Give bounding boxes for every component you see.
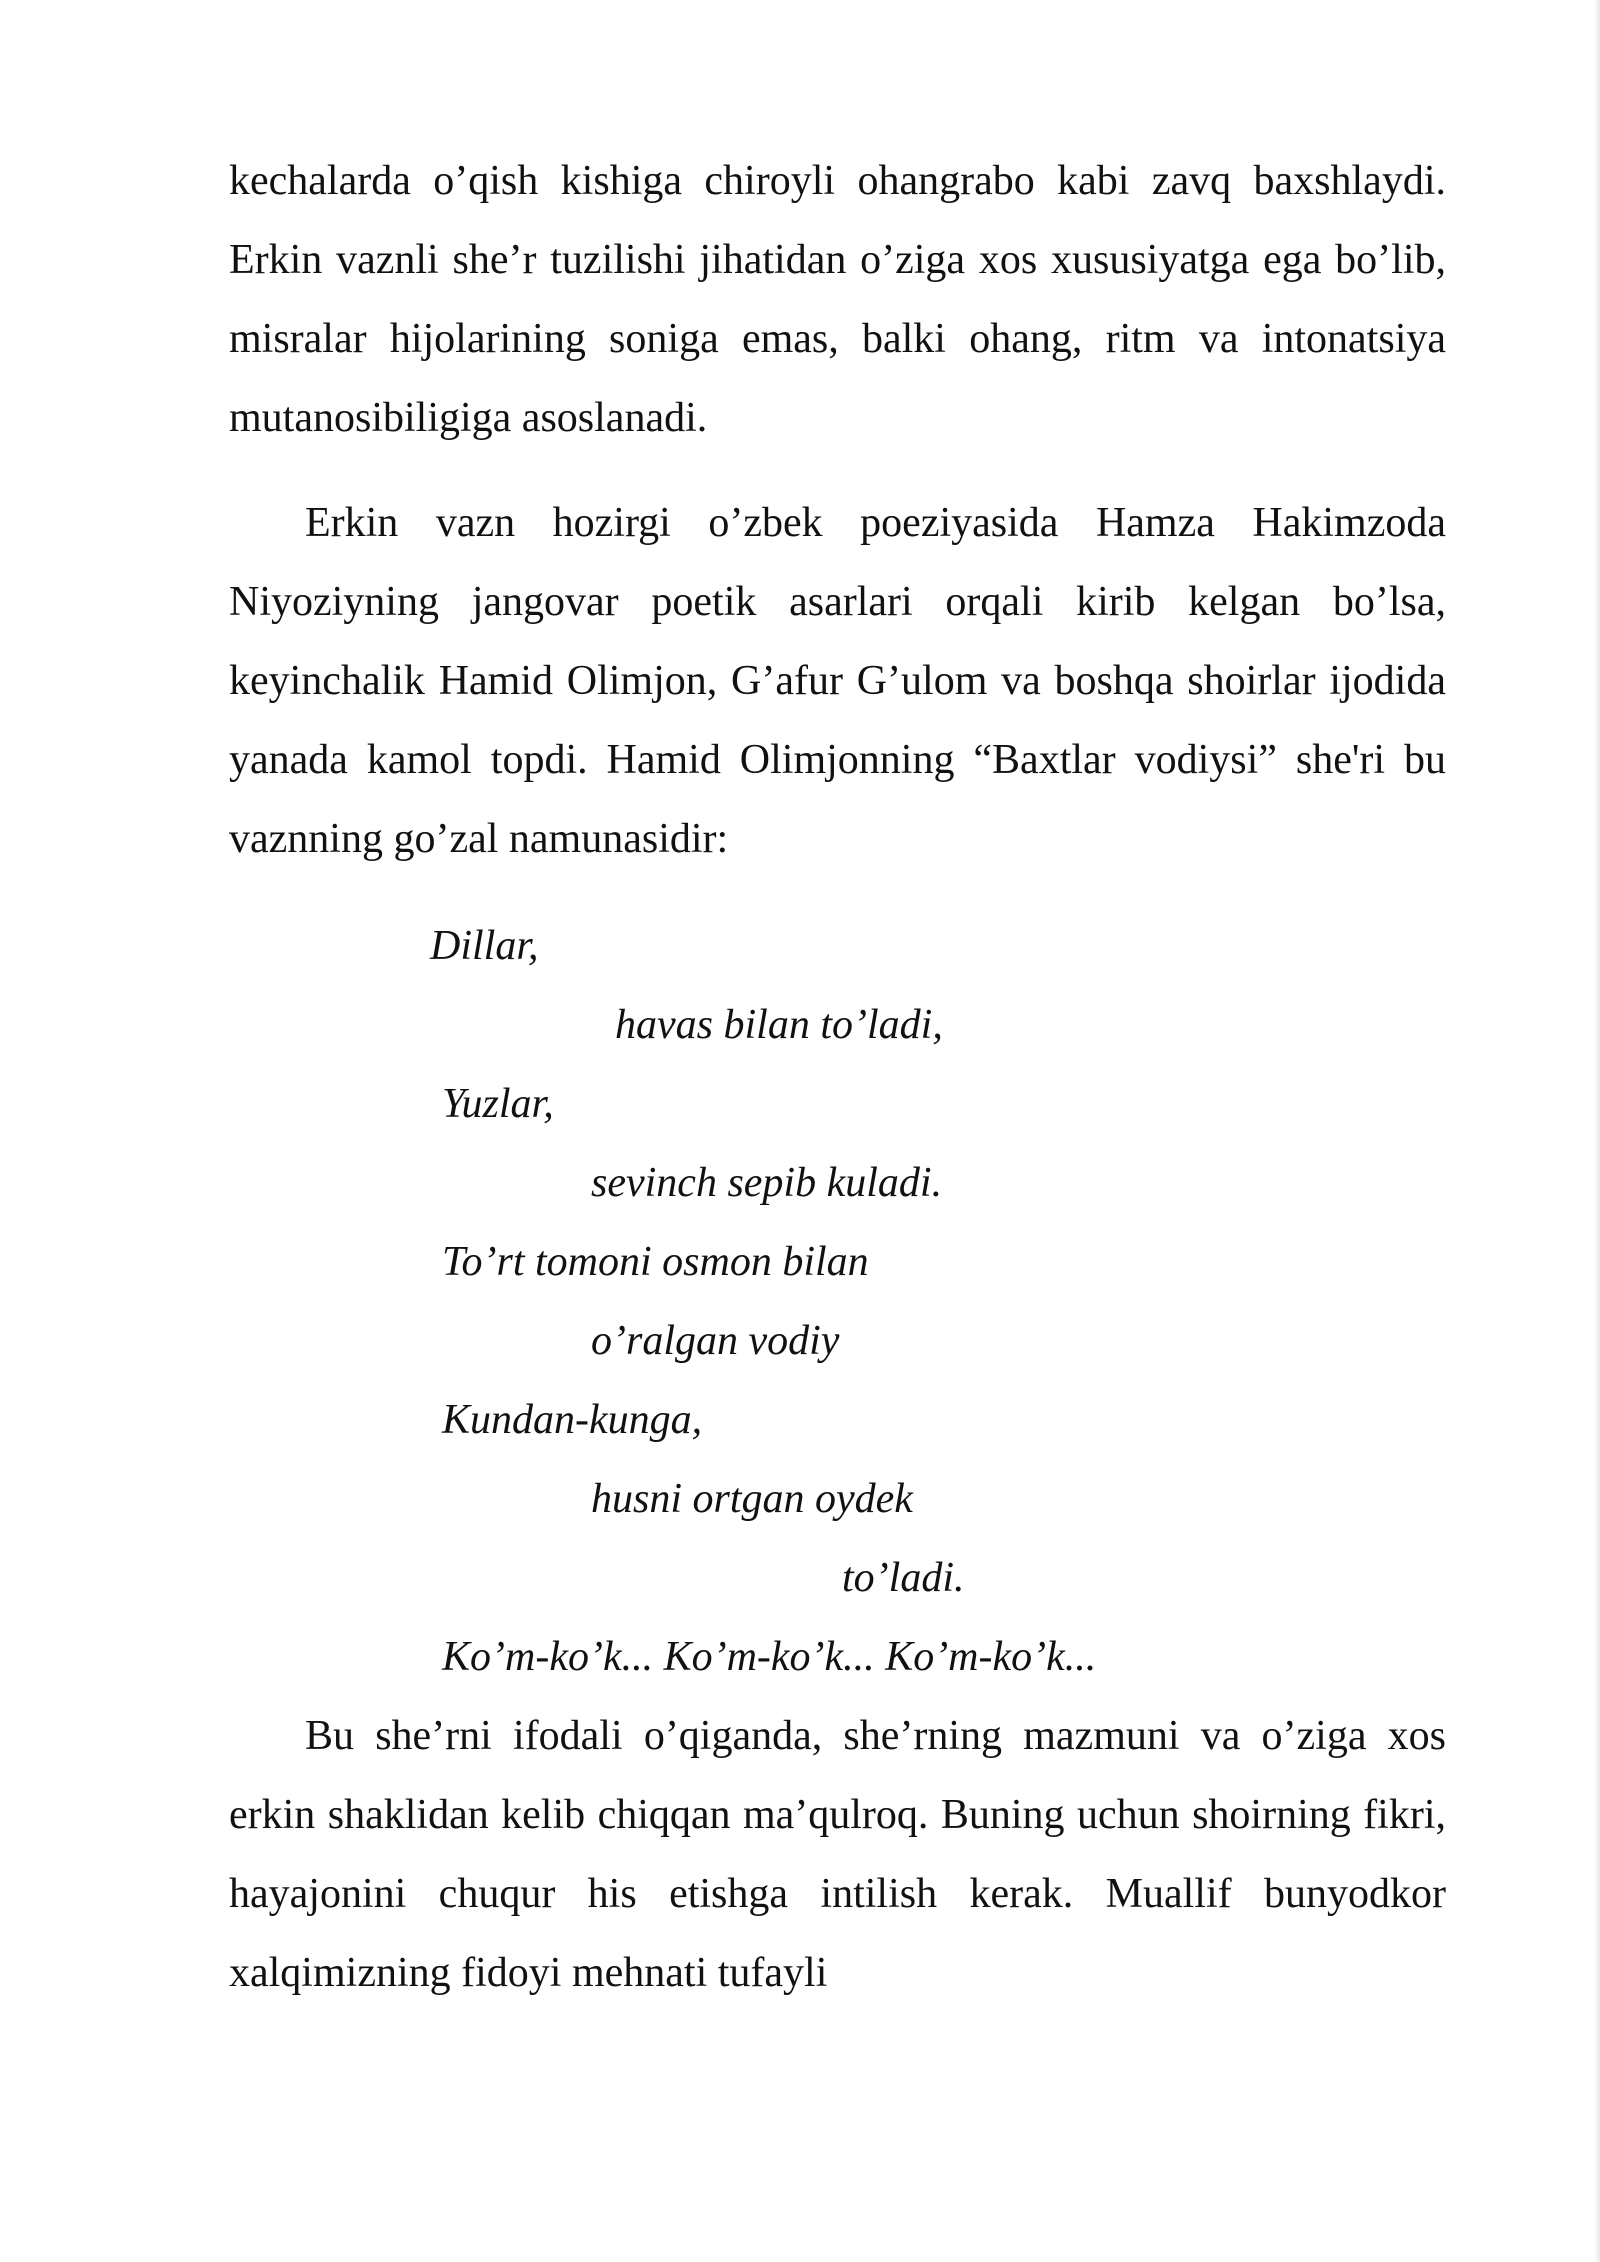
poem-line: husni ortgan oydek [591, 1476, 913, 1522]
poem-line: to’ladi. [842, 1555, 965, 1601]
poem-line: havas bilan to’ladi, [615, 1002, 943, 1048]
poem-line: Yuzlar, [442, 1081, 554, 1127]
poem-line: Dillar, [430, 923, 539, 969]
poem-line: sevinch sepib kuladi. [591, 1160, 943, 1206]
paragraph-reading-advice: Bu she’rni ifodali o’qiganda, she’rning mazmuni va o’ziga xos erkin shaklidan kelib chiqqan ma’qulroq. Buning uchun shoirning fikri, hayajonini chuqur his etishga intilish kerak. Muallif bunyodkor xalqimizning fidoyi mehnati tufayli [229, 1713, 1446, 1996]
paragraph-intro: kechalarda o’qish kishiga chiroyli ohangrabo kabi zavq baxshlaydi. Erkin vaznli she’r tuzilishi jihatidan o’ziga xos xususiyatga ega bo’lib, misralar hijolarining soniga emas, balki ohang, ritm va intonatsiya mutanosibiligiga asoslanadi. [229, 158, 1446, 441]
poem-line: o’ralgan vodiy [591, 1318, 840, 1364]
page-edge-shadow [1594, 0, 1600, 2262]
poem-line: Kundan-kunga, [442, 1397, 703, 1443]
paragraph-free-verse-history: Erkin vazn hozirgi o’zbek poeziyasida Hamza Hakimzoda Niyoziyning jangovar poetik asarlari orqali kirib kelgan bo’lsa, keyinchalik Hamid Olimjon, G’afur G’ulom va boshqa shoirlar ijodida yanada kamol topdi. Hamid Olimjonning “Baxtlar vodiysi” she'ri bu vaznning go’zal namunasidir: [229, 500, 1446, 862]
poem-line: To’rt tomoni osmon bilan [442, 1239, 869, 1285]
poem-line: Ko’m-ko’k... Ko’m-ko’k... Ko’m-ko’k... [442, 1634, 1097, 1680]
